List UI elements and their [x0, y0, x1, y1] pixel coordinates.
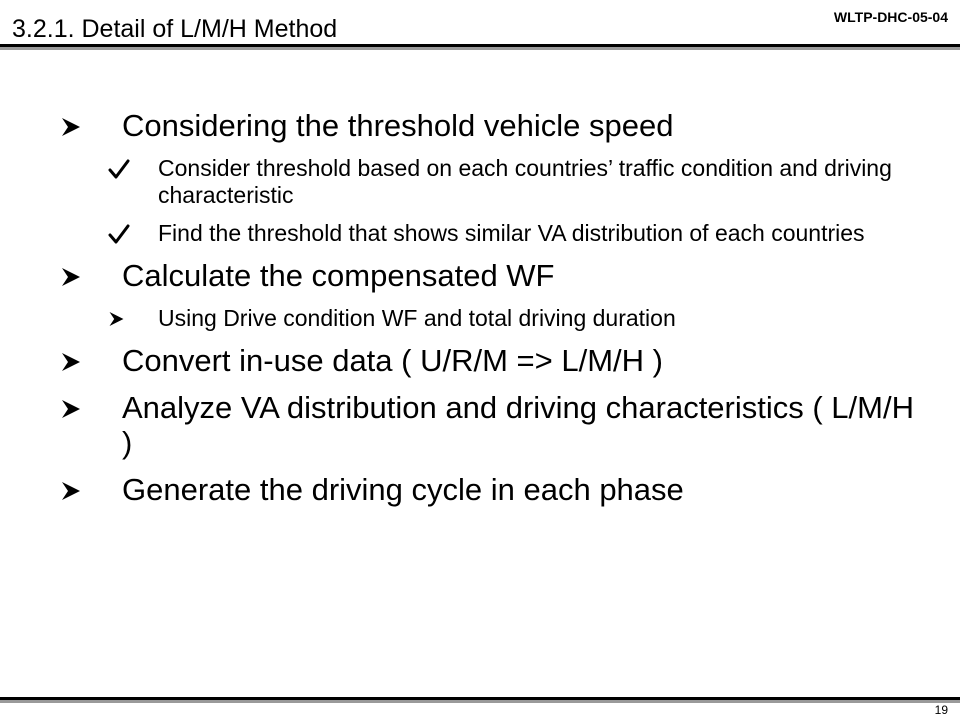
- bullet-list: [60, 108, 930, 519]
- arrow-bullet-icon: [60, 399, 82, 419]
- list-item: [60, 343, 930, 378]
- checkmark-bullet-icon: [108, 158, 130, 180]
- bullet-text: Consider threshold based on each countries’ traffic condition and driving characteristic: [158, 155, 892, 208]
- list-item: [60, 390, 930, 460]
- slide-title: 3.2.1. Detail of L/M/H Method: [12, 15, 338, 43]
- bullet-text: Calculate the compensated WF: [122, 258, 555, 293]
- footer-divider: [0, 697, 960, 700]
- bullet-text: Analyze VA distribution and driving characteristics ( L/M/H ): [122, 390, 914, 460]
- list-item: [60, 472, 930, 507]
- arrow-bullet-icon: [60, 481, 82, 501]
- list-item: [60, 258, 930, 293]
- bullet-text: Find the threshold that shows similar VA distribution of each countries: [158, 220, 865, 246]
- header-divider: [0, 44, 960, 47]
- list-item: [104, 220, 930, 247]
- arrow-bullet-icon: [108, 311, 125, 327]
- arrow-bullet-icon: [60, 117, 82, 137]
- page-number: 19: [934, 703, 948, 717]
- list-item: [104, 155, 930, 209]
- checkmark-bullet-icon: [108, 223, 130, 245]
- arrow-bullet-icon: [60, 267, 82, 287]
- document-id: WLTP-DHC-05-04: [833, 9, 948, 25]
- bullet-text: Considering the threshold vehicle speed: [122, 108, 674, 143]
- bullet-text: Convert in-use data ( U/R/M => L/M/H ): [122, 343, 663, 378]
- bullet-text: Using Drive condition WF and total driving duration: [158, 305, 676, 331]
- arrow-bullet-icon: [60, 352, 82, 372]
- bullet-text: Generate the driving cycle in each phase: [122, 472, 684, 507]
- list-item: [60, 108, 930, 143]
- list-item: [104, 305, 930, 332]
